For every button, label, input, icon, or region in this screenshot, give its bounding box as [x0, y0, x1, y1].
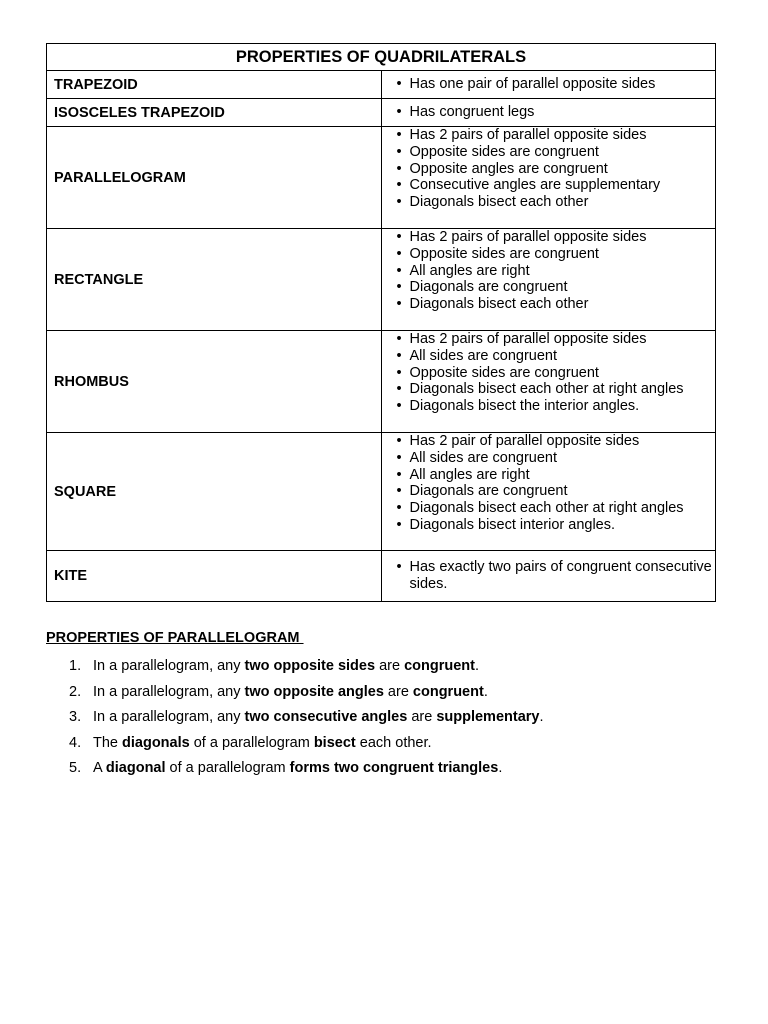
shape-name: RECTANGLE: [47, 229, 382, 331]
table-title: PROPERTIES OF QUADRILATERALS: [47, 44, 716, 71]
text-run: The: [93, 734, 123, 751]
shape-properties: [381, 331, 716, 433]
table-title-row: [47, 44, 716, 71]
bold-run: congruent: [412, 683, 484, 700]
text-run: .: [474, 658, 479, 674]
property-item: • Consecutive angles are supplementary: [397, 177, 716, 194]
shape-properties: [381, 71, 716, 99]
shape-properties: [381, 229, 716, 331]
list-number: 1.: [69, 658, 82, 674]
property-item: • Has exactly two pairs of congruent consecutive sides.: [397, 559, 716, 593]
text-run: are: [383, 683, 413, 700]
property-item: • All angles are right: [397, 467, 716, 484]
property-item: • Diagonals bisect each other: [397, 194, 716, 211]
table-row: [47, 229, 716, 331]
shape-name: TRAPEZOID: [47, 71, 382, 99]
list-number: 5.: [69, 760, 82, 776]
property-item: • All sides are congruent: [397, 348, 716, 365]
property-item: • Diagonals bisect each other: [397, 296, 716, 313]
property-item: • Opposite sides are congruent: [397, 365, 716, 382]
list-number: 3.: [69, 709, 82, 725]
bold-run: two opposite sides: [244, 658, 376, 674]
shape-properties: [381, 127, 716, 229]
property-item: • Has one pair of parallel opposite sides: [397, 76, 716, 93]
table-row: [47, 551, 716, 602]
text-run: of a parallelogram: [189, 734, 314, 751]
bold-run: congruent: [404, 658, 475, 674]
property-item: • Has 2 pair of parallel opposite sides: [397, 433, 716, 450]
list-number: 2.: [69, 683, 82, 700]
property-item: • Opposite angles are congruent: [397, 161, 716, 178]
section-heading: PROPERTIES OF PARALLELOGRAM: [46, 630, 304, 646]
text-run: .: [539, 709, 544, 725]
list-item: [46, 733, 544, 759]
shape-name: SQUARE: [47, 433, 382, 551]
property-item: • Diagonals bisect each other at right angles: [397, 500, 716, 517]
list-item: [46, 758, 544, 784]
bold-run: two opposite angles: [244, 683, 384, 700]
list-item: [46, 656, 544, 682]
text-run: are: [407, 709, 437, 725]
property-item: • Has 2 pairs of parallel opposite sides: [397, 331, 716, 348]
shape-properties: [381, 99, 716, 127]
list-item: [46, 707, 544, 733]
list-item: [46, 682, 544, 708]
table-row: [47, 331, 716, 433]
property-item: • All sides are congruent: [397, 450, 716, 467]
table-row: [47, 99, 716, 127]
table-row: [47, 127, 716, 229]
bold-run: diagonals: [122, 734, 190, 751]
text-run: each other.: [355, 734, 432, 751]
quadrilaterals-table: [46, 43, 716, 602]
property-item: • Has congruent legs: [397, 104, 716, 121]
text-run: In a parallelogram, any: [93, 683, 245, 700]
property-item: • Diagonals bisect each other at right angles: [397, 381, 716, 398]
shape-name: ISOSCELES TRAPEZOID: [47, 99, 382, 127]
shape-name: KITE: [47, 551, 382, 602]
list-number: 4.: [69, 734, 82, 751]
text-run: are: [375, 658, 405, 674]
text-run: In a parallelogram, any: [93, 709, 245, 725]
property-item: • Opposite sides are congruent: [397, 144, 716, 161]
parallelogram-properties-list: [46, 656, 544, 784]
shape-name: PARALLELOGRAM: [47, 127, 382, 229]
text-run: In a parallelogram, any: [93, 658, 245, 674]
bold-run: two consecutive angles: [244, 709, 408, 725]
property-item: • All angles are right: [397, 263, 716, 280]
bold-run: bisect: [313, 734, 356, 751]
property-item: • Diagonals are congruent: [397, 279, 716, 296]
property-item: • Diagonals bisect the interior angles.: [397, 398, 716, 415]
bold-run: forms two congruent triangles: [289, 760, 499, 776]
property-item: • Diagonals bisect interior angles.: [397, 517, 716, 534]
bold-run: supplementary: [436, 709, 540, 725]
text-run: of a parallelogram: [165, 760, 290, 776]
table-row: [47, 433, 716, 551]
shape-properties: [381, 551, 716, 602]
text-run: .: [483, 683, 488, 700]
property-item: • Diagonals are congruent: [397, 483, 716, 500]
bold-run: diagonal: [105, 760, 166, 776]
property-item: • Has 2 pairs of parallel opposite sides: [397, 229, 716, 246]
property-item: • Has 2 pairs of parallel opposite sides: [397, 127, 716, 144]
text-run: .: [498, 760, 503, 776]
property-item: • Opposite sides are congruent: [397, 246, 716, 263]
shape-properties: [381, 433, 716, 551]
text-run: A: [93, 760, 106, 776]
table-row: [47, 71, 716, 99]
shape-name: RHOMBUS: [47, 331, 382, 433]
